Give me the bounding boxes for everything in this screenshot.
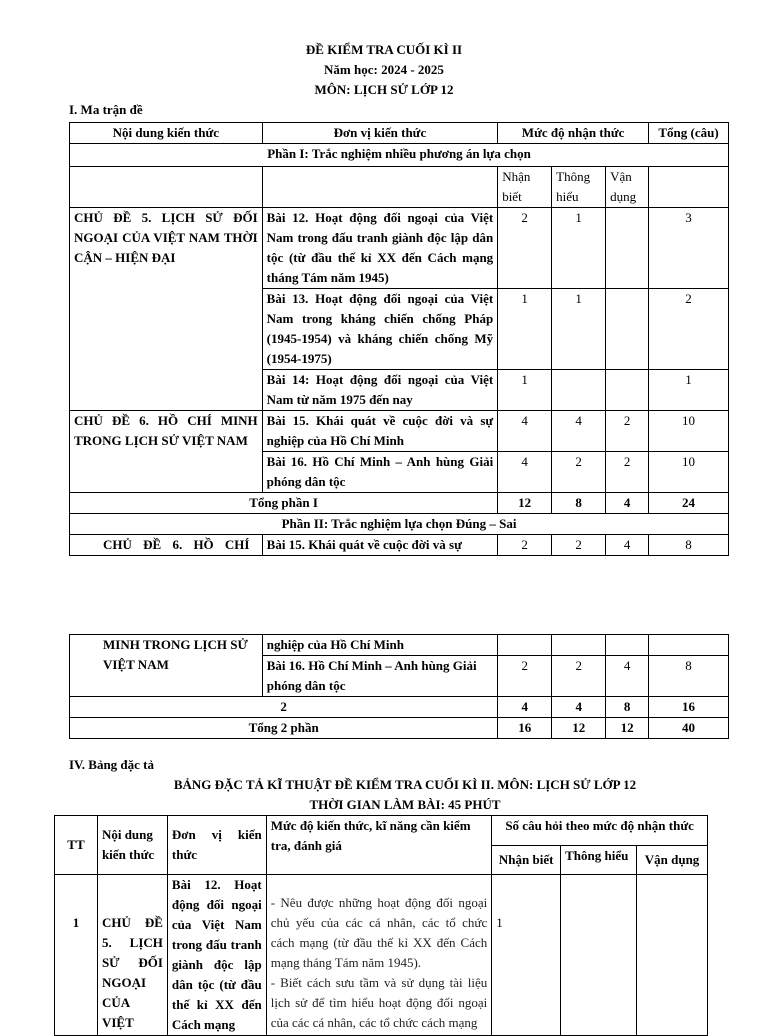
value-cell: 1 <box>552 289 606 370</box>
value-cell <box>552 370 606 411</box>
level-van-dung: Vận dụng <box>606 167 649 208</box>
grand-total-row <box>70 718 729 739</box>
value-cell: 2 <box>498 656 552 697</box>
skill-line: - Nêu được những hoạt động đối ngoại chủ yếu của các cá nhân, các tổ chức cách mạng (từ đầu thế kỉ XX đến Cách mạng tháng Tám năm 1945). <box>270 895 488 970</box>
total-cell: 2 <box>649 289 729 370</box>
spec-time: THỜI GIAN LÀM BÀI: 45 PHÚT <box>309 797 501 812</box>
total-cell: 10 <box>649 452 729 493</box>
total-cell: 12 <box>498 493 552 514</box>
col-header-content: Nội dung kiến thức <box>97 816 167 875</box>
table-row <box>70 635 729 656</box>
value-cell: 4 <box>552 411 606 452</box>
col-header-content: Nội dung kiến thức <box>70 123 263 144</box>
table-header-row <box>55 816 708 846</box>
value-cell: 4 <box>498 452 552 493</box>
unit-cell: Bài 16. Hồ Chí Minh – Anh hùng Giải phóng dân tộc <box>262 452 498 493</box>
total-cell: 8 <box>649 535 729 556</box>
total-cell: 16 <box>498 718 552 739</box>
value-cell: 2 <box>606 452 649 493</box>
total-cell: 10 <box>649 411 729 452</box>
level-thong-hieu: Thông hiểu <box>552 167 606 208</box>
spec-table <box>54 815 708 1036</box>
total-label: 2 <box>70 697 498 718</box>
col-header-count: Số câu hỏi theo mức độ nhận thức <box>492 816 708 846</box>
unit-cell: Bài 12. Hoạt động đối ngoại của Việt Nam trong đấu tranh giành độc lập dân tộc (từ đầu thế kỉ XX đến Cách mạng tháng Tám năm 1945) <box>262 208 498 289</box>
total-cell: 8 <box>606 697 649 718</box>
total-cell: 3 <box>649 208 729 289</box>
total-label: Tổng phần I <box>70 493 498 514</box>
unit-cell: Bài 14: Hoạt động đối ngoại của Việt Nam từ năm 1975 đến nay <box>262 370 498 411</box>
value-cell: 2 <box>498 535 552 556</box>
value-cell: 1 <box>492 875 561 1036</box>
part2-total-row <box>70 697 729 718</box>
unit-cell: Bài 12. Hoạt động đối ngoại của Việt Nam trong đấu tranh giành độc lập dân tộc (từ đầu thế kỉ XX đến Cách mạng <box>167 875 266 1036</box>
matrix-table-continued <box>69 634 729 739</box>
topic-5-cell: CHỦ ĐỀ 5. LỊCH SỬ ĐỐI NGOẠI CỦA VIỆT NAM THỜI CẬN – HIỆN ĐẠI <box>70 208 263 411</box>
value-cell: 2 <box>498 208 552 289</box>
subject-title: MÔN: LỊCH SỬ LỚP 12 <box>314 82 454 97</box>
section-heading-matrix: I. Ma trận đề <box>69 102 143 117</box>
row-number: 1 <box>55 875 98 1036</box>
table-row <box>70 411 729 452</box>
value-cell: 1 <box>498 370 552 411</box>
topic-6-cell: MINH TRONG LỊCH SỬ VIỆT NAM <box>70 635 263 697</box>
total-label: Tổng 2 phần <box>70 718 498 739</box>
total-cell: 24 <box>649 493 729 514</box>
col-header-total: Tổng (câu) <box>649 123 729 144</box>
skill-line: - Biết cách sưu tầm và sử dụng tài liệu lịch sử để tìm hiểu hoạt động đối ngoại của các cá nhân, các tổ chức cách mạng <box>270 975 488 1030</box>
value-cell: 4 <box>606 535 649 556</box>
total-cell: 4 <box>498 697 552 718</box>
col-header-tt: TT <box>55 816 98 875</box>
unit-cell: nghiệp của Hồ Chí Minh <box>262 635 498 656</box>
table-row <box>70 535 729 556</box>
col-header-unit: Đơn vị kiến thức <box>167 816 266 875</box>
col-header-level: Mức độ nhận thức <box>498 123 649 144</box>
table-row <box>55 875 708 1036</box>
part-title-row <box>70 514 729 535</box>
spec-title: BẢNG ĐẶC TẢ KĨ THUẬT ĐỀ KIỂM TRA CUỐI KÌ II. MÔN: LỊCH SỬ LỚP 12 <box>173 777 637 792</box>
total-cell: 12 <box>552 718 606 739</box>
level-header-row <box>70 167 729 208</box>
total-cell: 1 <box>649 370 729 411</box>
value-cell: 4 <box>498 411 552 452</box>
value-cell: 1 <box>498 289 552 370</box>
col-header-skill: Mức độ kiến thức, kĩ năng cần kiểm tra, đánh giá <box>266 816 492 875</box>
value-cell: 4 <box>606 656 649 697</box>
value-cell: 2 <box>552 656 606 697</box>
school-year: Năm học: 2024 - 2025 <box>324 62 444 77</box>
unit-cell: Bài 15. Khái quát về cuộc đời và sự <box>262 535 498 556</box>
value-cell <box>606 208 649 289</box>
value-cell: 2 <box>552 452 606 493</box>
matrix-table <box>69 122 729 556</box>
value-cell <box>606 289 649 370</box>
part1-title: Phần I: Trắc nghiệm nhiều phương án lựa chọn <box>70 144 729 167</box>
value-cell: 2 <box>552 535 606 556</box>
topic-6-cell: CHỦ ĐỀ 6. HỒ CHÍ <box>70 535 263 556</box>
level-nhan-biet: Nhận biết <box>498 167 552 208</box>
unit-cell: Bài 13. Hoạt động đối ngoại của Việt Nam trong kháng chiến chống Pháp (1945-1954) và kháng chiến chống Mỹ (1954-1975) <box>262 289 498 370</box>
col-header-th: Thông hiểu <box>561 845 637 875</box>
value-cell: 2 <box>606 411 649 452</box>
total-cell: 16 <box>649 697 729 718</box>
unit-cell: Bài 15. Khái quát về cuộc đời và sự nghiệp của Hồ Chí Minh <box>262 411 498 452</box>
part-title-row <box>70 144 729 167</box>
total-cell: 8 <box>552 493 606 514</box>
total-cell: 40 <box>649 718 729 739</box>
col-header-nb: Nhận biết <box>492 845 561 875</box>
document-title: ĐỀ KIỂM TRA CUỐI KÌ II <box>305 42 463 57</box>
value-cell: 1 <box>552 208 606 289</box>
total-cell: 4 <box>552 697 606 718</box>
topic-6-cell: CHỦ ĐỀ 6. HỒ CHÍ MINH TRONG LỊCH SỬ VIỆT NAM <box>70 411 263 493</box>
total-cell: 8 <box>649 656 729 697</box>
col-header-unit: Đơn vị kiến thức <box>262 123 498 144</box>
table-row <box>70 208 729 289</box>
total-cell: 12 <box>606 718 649 739</box>
value-cell <box>606 370 649 411</box>
content-cell: CHỦ ĐỀ 5. LỊCH SỬ ĐỐI NGOẠI CỦA VIỆT <box>97 875 167 1036</box>
col-header-vd: Vận dụng <box>637 845 708 875</box>
total-cell: 4 <box>606 493 649 514</box>
part2-title: Phần II: Trắc nghiệm lựa chọn Đúng – Sai <box>70 514 729 535</box>
part1-total-row <box>70 493 729 514</box>
section-heading-spec: IV. Bảng đặc tả <box>69 757 155 772</box>
table-header-row <box>70 123 729 144</box>
unit-cell: Bài 16. Hồ Chí Minh – Anh hùng Giải phóng dân tộc <box>262 656 498 697</box>
